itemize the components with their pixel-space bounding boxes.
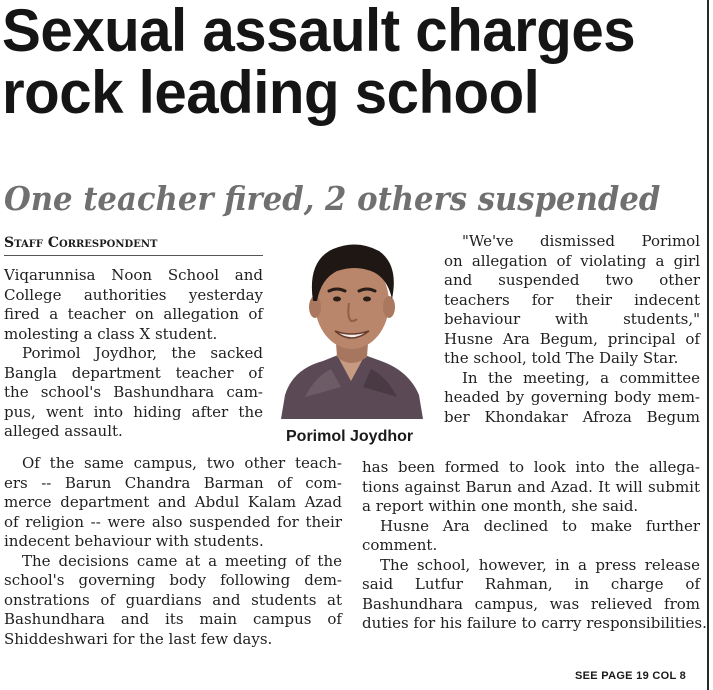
- body-column-right: [444, 232, 700, 427]
- text-line: the school's Bashundhara cam-: [4, 383, 263, 401]
- text-line: College authorities yesterday: [4, 285, 263, 304]
- text-line: on allegation of violating a girl: [444, 251, 700, 270]
- body-column-right-lower: [362, 458, 707, 634]
- text-line: indecent behaviour with students.: [4, 532, 264, 550]
- text-line: a report within one month, she said.: [362, 497, 639, 515]
- body-column-left-lower: [4, 454, 342, 649]
- text-line: fired a teacher on allegation of: [4, 305, 263, 323]
- text-line: ers -- Barun Chandra Barman of com-: [4, 473, 342, 492]
- text-line: alleged assault.: [4, 422, 123, 440]
- body-column-left: [4, 266, 263, 442]
- text-line: ber Khondakar Afroza Begum: [444, 407, 700, 426]
- column-rule: [707, 0, 709, 690]
- text-line: Husne Ara Begum, principal of: [444, 329, 700, 348]
- byline-rule: [4, 255, 263, 256]
- text-line: comment.: [362, 536, 438, 554]
- text-line: teachers for their indecent: [444, 290, 700, 309]
- continued-on-page: SEE PAGE 19 COL 8: [575, 670, 687, 682]
- text-line: Shiddeshwari for the last few days.: [4, 629, 273, 648]
- text-line: Bashundhara campus, was relieved from: [362, 594, 700, 613]
- headline-line-2: rock leading school: [2, 59, 540, 126]
- text-line: the school, told The Daily Star.: [444, 349, 679, 367]
- text-line: and suspended two other: [444, 271, 700, 289]
- text-line: Porimol Joydhor, the sacked: [22, 344, 263, 362]
- text-line: said Lutfur Rahman, in charge of: [362, 575, 700, 593]
- headline: [2, 0, 681, 124]
- text-line: Bangla department teacher of: [4, 363, 263, 382]
- text-line: has been formed to look into the allega-: [362, 458, 700, 476]
- text-line: Husne Ara declined to make further: [380, 516, 700, 535]
- text-line: The school, however, in a press release: [380, 555, 700, 574]
- portrait-image: [271, 237, 429, 419]
- headline-line-1: Sexual assault charges: [2, 0, 636, 64]
- byline: Staff Correspondent: [4, 235, 158, 251]
- text-line: duties for his failure to carry responsibilities.: [362, 614, 707, 632]
- text-line: tions against Barun and Azad. It will submit: [362, 477, 700, 496]
- subheadline: One teacher fired, 2 others suspended: [4, 179, 661, 218]
- text-line: school's governing body following dem-: [4, 571, 342, 589]
- text-line: pus, went into hiding after the: [4, 402, 263, 421]
- text-line: "We've dismissed Porimol: [462, 232, 700, 250]
- text-line: merce department and Abdul Kalam Azad: [4, 493, 342, 511]
- text-line: Viqarunnisa Noon School and: [4, 266, 263, 284]
- teacher-photo: [271, 237, 429, 419]
- text-line: The decisions came at a meeting of the: [22, 551, 342, 570]
- photo-caption: Porimol Joydhor: [286, 428, 414, 445]
- text-line: Of the same campus, two other teach-: [22, 454, 342, 472]
- text-line: In the meeting, a committee: [462, 368, 700, 387]
- text-line: of religion -- were also suspended for their: [4, 512, 342, 531]
- text-line: molesting a class X student.: [4, 324, 218, 343]
- text-line: Bashundhara and its main campus of: [4, 610, 342, 628]
- text-line: onstrations of guardians and students at: [4, 590, 342, 609]
- text-line: behaviour with students,": [444, 310, 700, 328]
- text-line: headed by governing body mem-: [444, 388, 700, 406]
